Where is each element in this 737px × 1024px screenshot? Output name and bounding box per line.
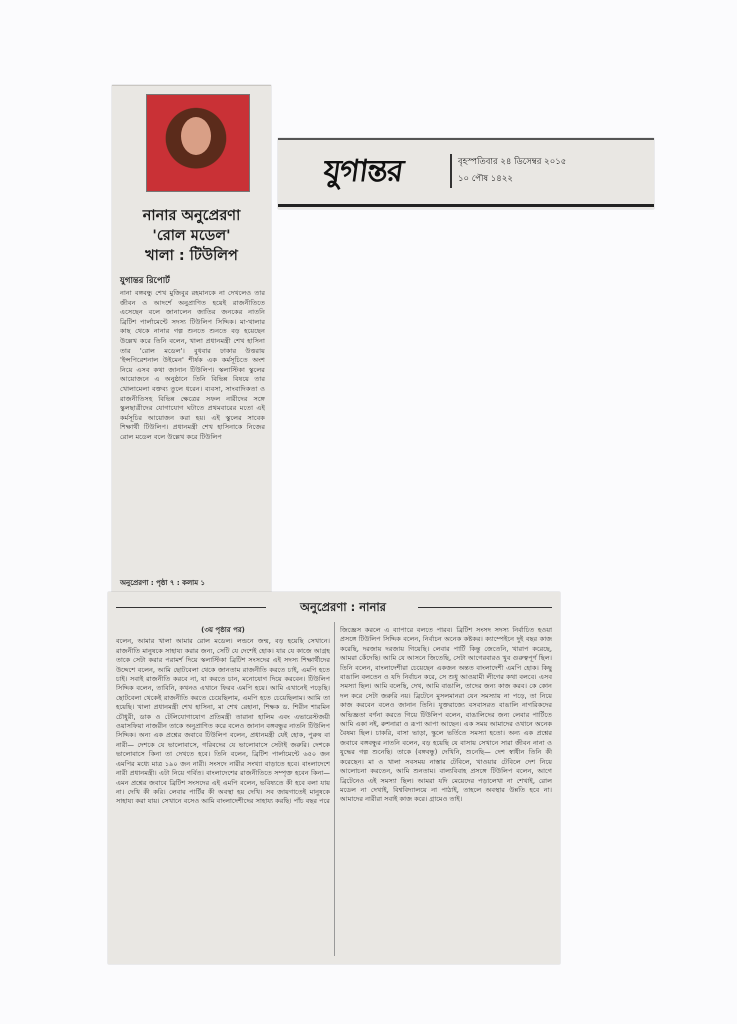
- masthead-bottom-rule: [278, 204, 654, 207]
- portrait-photo: [146, 94, 250, 192]
- header-rule-right: [418, 607, 552, 608]
- article-clipping-continuation: [108, 592, 560, 964]
- date-bengali: ১০ পৌষ ১৪২২: [458, 174, 513, 184]
- continued-jump-line: অনুপ্রেরণা : পৃষ্ঠা ৭ : কলাম ১: [120, 579, 206, 587]
- continuation-column-left: [116, 626, 330, 956]
- newspaper-masthead: [278, 138, 654, 209]
- from-page-note: (৩য় পৃষ্ঠার পর): [201, 626, 245, 634]
- headline-line-2: 'রোল মডেল': [152, 228, 231, 244]
- continuation-column-right: [340, 626, 552, 956]
- header-rule-left: [116, 607, 266, 608]
- masthead-separator: [450, 154, 452, 188]
- continuation-title: অনুপ্রেরণা : নানার: [300, 600, 386, 614]
- column-divider: [334, 622, 335, 956]
- date-gregorian: বৃহস্পতিবার ২৪ ডিসেম্বর ২০১৫: [458, 157, 567, 167]
- photo-face: [181, 117, 211, 155]
- newspaper-logo: যুগান্তর: [321, 154, 405, 189]
- masthead-date: [458, 154, 566, 188]
- headline-line-1: নানার অনুপ্রেরণা: [142, 208, 241, 224]
- article-clipping-lead: [112, 85, 271, 594]
- column-left-text: বলেন, আমার খালা আমার রোল মডেল। লন্ডনে জন্ম, বড় হয়েছি সেখানে। রাজনীতি মানুষকে সাহায্য করার জন্য, সেটি যে দেশেই হোক। যার যে কাজে আগ্রহ তাকে সেটা করার পরামর্শ দিয়ে স্কলাস্টিকা ব্রিটিশ সংসদের এই সদস্য শিক্ষার্থীদের উদ্দেশে বলেন, আমি ছোটবেলা থেকে জানতাম রাজনীতি করতে চাই, এমপি হতে চাই। সবাই রাজনীতি করবে না, যা করতে চান, মনোযোগ দিয়ে করবেন। টিউলিপ সিদ্দিক বলেন, তাবিনি, কখনও এখানে ফিরব এমপি হয়ে। আমি এখানেই পড়েছি। ছোটবেলা থেকেই রাজনীতি করতে চেয়েছিলাম, এমপি হতে চেয়েছিলাম। আমি তা হয়েছি। খালা প্রধানমন্ত্রী শেখ হাসিনা, মা শেখ রেহানা, শিক্ষক ড. শিরীন শারমিন চৌধুরী, ডাক ও টেলিযোগাযোগ প্রতিমন্ত্রী তারানা হালিম এবং এভারেস্টজয়ী ওয়াসফিয়া নাজরীন তাকে অনুপ্রাণিত করে বলেও জানান বঙ্গবন্ধুর নাতনি টিউলিপ সিদ্দিক। অন্য এক প্রশ্নের জবাবে টিউলিপ বলেন, প্রধানমন্ত্রী যেই হোক, পুরুষ বা নারী— দেশকে যে ভালোবাসে, গরিবদের যে ভালোবাসে সেটাই জরুরি। দেশকে ভালোবাসে কিনা তা দেখতে হবে। তিনি বলেন, ব্রিটিশ পার্লামেন্টে ৬৫০ জন এমপির মধ্যে মাত্র ১৯০ জন নারী। সংসদে নারীর সংখ্যা বাড়াতে হবে। বাংলাদেশে নারী প্রধানমন্ত্রী। এটা নিয়ে গর্বিত। বাংলাদেশের রাজনীতিতে সম্পৃক্ত হবেন কিনা— এমন প্রশ্নের জবাবে ব্রিটিশ সংসদের এই এমপি বলেন, ভবিষ্যতে কী হবে বলা যায় না। দেখি কী করি। লেবার পার্টির কী অবস্থা হয় দেখি। সব জায়গাতেই মানুষকে সাহায্য করা যায়। সেখানে বসেও আমি বাংলাদেশীদের সাহায্য করছি। পাঁচ বছর পরে: [116, 637, 330, 806]
- byline: যুগান্তর রিপোর্ট: [120, 276, 170, 286]
- masthead-top-rule: [278, 138, 654, 140]
- continuation-header: [108, 598, 560, 616]
- headline-line-3: খালা : টিউলিপ: [145, 248, 238, 264]
- column-right-text: জিজ্ঞেস করলে এ ব্যাপারে বলতে পারব। ব্রিটিশ সংসদ সদস্য নির্বাচিত হওয়া প্রসঙ্গে টিউলিপ সিদ্দিক বলেন, নির্বাচন অনেক কষ্টকর। ক্যাম্পেইনে দুই বছর কাজ করেছি, দরজায় দরজায় গিয়েছি। লেবার পার্টি কিন্তু জেতেনি, খারাপ করেছে, আমরা কেঁদেছি। আমি যে আসনে জিতেছি, সেটা আগেরবারও খুব গুরুত্বপূর্ণ ছিল। তিনি বলেন, বাংলাদেশীরা চেয়েছেন একজন অন্তত বাংলাদেশী এমপি হোক। কিছু বাঙালি বলতেন ও যদি নির্বাচন করে, সে শুধু আওয়ামী লীগের কথা বলবে। এসব সমস্যা ছিল। আমি বলেছি, দেখ, আমি বাঙালি, তাদের জন্য কাজ করব। কে কোন দল করে সেটা জরুরি নয়। ব্রিটেনে মুসলমানরা যেন সমস্যায় না পড়ে, তা নিয়ে কাজ করবেন বলেও জানান তিনি। যুক্তরাজ্যে বসবাসরত বাঙালি নাগরিকদের অভিজ্ঞতা বর্ণনা করতে গিয়ে টিউলিপ বলেন, বাঙালিদের জন্য লেবার পার্টিতে আমি একা নই, রুশনারা ও রূপা আপা আছেন। এক সময় আমাদের ওখানে অনেক বৈষম্য ছিল। চাকরি, বাসা ভাড়া, স্কুলে ভর্তিতে সমস্যা হতো। অন্য এক প্রশ্নের জবাবে বঙ্গবন্ধুর নাতনি বলেন, বড় হয়েছি যে বাসায় সেখানে সারা জীবন নানা ও যুদ্ধের গল্প শুনেছি। তাকে (বঙ্গবন্ধু) দেখিনি, শুনেছি— দেশ স্বাধীন তিনি কী করেছেন। মা ও খালা সবসময় নাস্তার টেবিলে, খাওয়ার টেবিলে দেশ নিয়ে আলোচনা করতেন, আমি শুনতাম। বাল্যবিবাহ প্রসঙ্গে টিউলিপ বলেন, আগে ব্রিটেনেও এই সমস্যা ছিল। আমরা যদি মেয়েদের পড়ালেখা না শেখাই, রোল মডেল না দেখাই, বিশ্ববিদ্যালয়ে না পাঠাই, তাহলে অবস্থার উন্নতি হবে না। আমাদের নারীরা সবাই কাজ করে। গ্রামেও তাই।: [340, 626, 552, 804]
- article-body: নানা বঙ্গবন্ধু শেখ মুজিবুর রহমানকে না দেখলেও তার জীবন ও আদর্শে অনুপ্রাণিত হয়েই রাজনীতিতে এসেছেন বলে জানালেন জাতির জনকের নাতনি ব্রিটিশ পার্লামেন্টে সদস্য টিউলিপ সিদ্দিক। মা-খালার কাছ থেকে নানার গল্প শুনতে শুনতে বড় হয়েছেন উল্লেখ করে তিনি বলেন, খালা প্রধানমন্ত্রী শেখ হাসিনা তার 'রোল মডেল'। বুধবার ঢাকার উত্তরায় 'ইন্সপিরেশনাল উইমেন' শীর্ষক এক কর্মসূচিতে অংশ নিয়ে এসব কথা জানান টিউলিপ। স্কলাস্টিকা স্কুলের আয়োজনে এ অনুষ্ঠানে তিনি বিভিন্ন বিষয়ে তার খোলামেলা বক্তব্য তুলে ধরেন। ব্যবসা, সাংবাদিকতা ও রাজনীতিসহ বিভিন্ন ক্ষেত্রের সফল নারীদের সঙ্গে স্কুলছাত্রীদের যোগাযোগ ঘটাতে প্রথমবারের মতো এই কর্মসূচির আয়োজন করা হয়। এই স্কুলের সাবেক শিক্ষার্থী টিউলিপ। প্রধানমন্ত্রী শেখ হাসিনাকে নিজের রোল মডেল বলে উল্লেখ করে টিউলিপ: [120, 289, 265, 441]
- article-headline: [116, 206, 267, 266]
